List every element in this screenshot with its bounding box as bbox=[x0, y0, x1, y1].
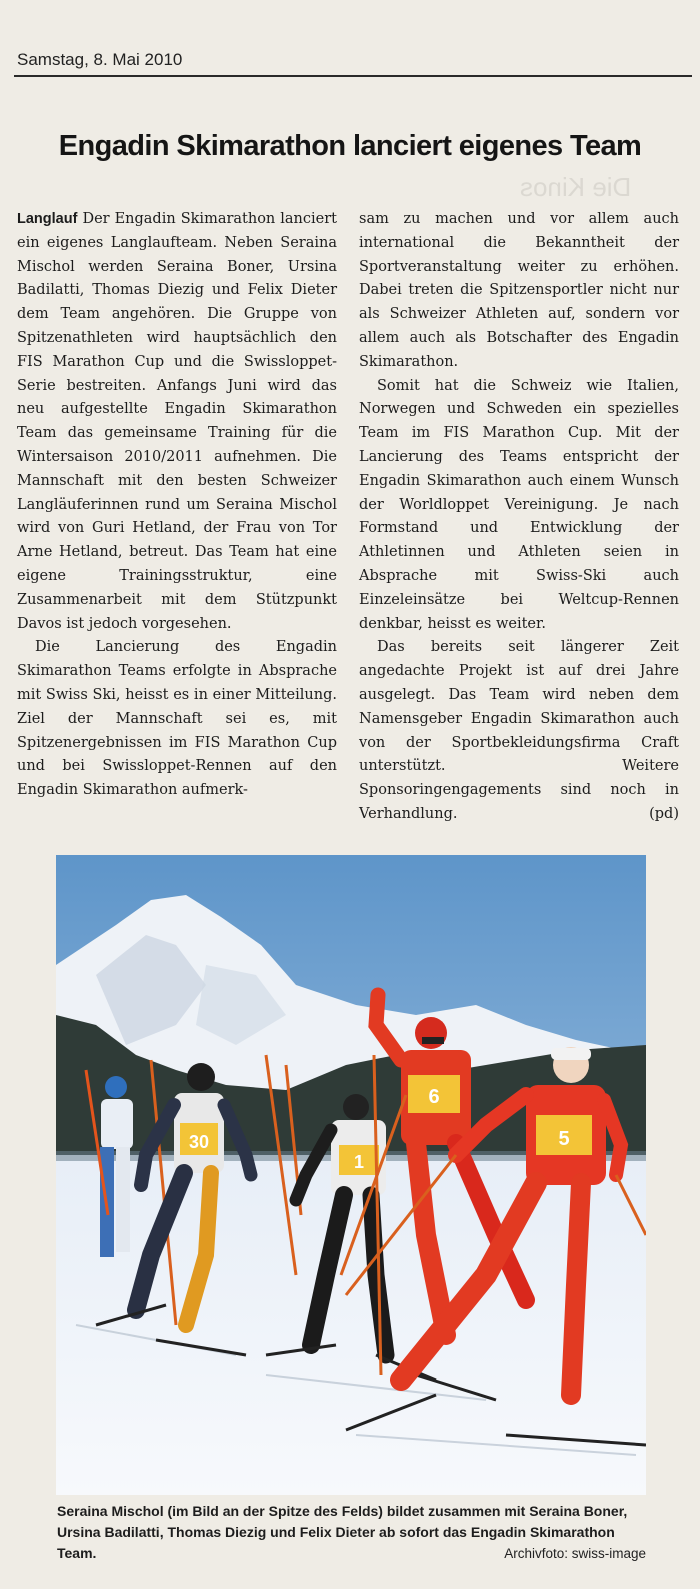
article-paragraph bbox=[359, 636, 679, 826]
bib-number: 30 bbox=[188, 1132, 210, 1152]
headline: Engadin Skimarathon lanciert eigenes Team bbox=[58, 130, 642, 162]
header-rule bbox=[14, 75, 692, 77]
bib-number: 6 bbox=[428, 1086, 440, 1108]
article-photo bbox=[56, 855, 646, 1495]
article-signature: (pd) bbox=[649, 805, 679, 822]
photo-credit: Archivfoto: swiss-image bbox=[504, 1546, 646, 1561]
article-paragraph: Die Lancierung des Engadin Skimarathon Teams erfolgte in Absprache mit Swiss Ski, heisst es in einer Mitteilung. Ziel der Mannschaft sei es, mit Spitzenergebnissen im FIS Marathon Cup und bei Swissloppet-Rennen auf den Engadin Skimarathon aufmerk- bbox=[17, 639, 337, 799]
bleed-through-text: Die Kinos bbox=[520, 172, 632, 202]
article-text: Der Engadin Skimarathon lanciert ein eigenes Langlaufteam. Neben Seraina Mischol werden Seraina Boner, Ursina Badilatti, Thomas Diezig und Felix Dieter dem Team angehören. Die Gruppe von Spitzenathleten wird hauptsächlich den FIS Marathon Cup und die Swissloppet-Serie bestreiten. Anfangs Juni wird das neu aufgestellte Engadin Skimarathon Team das gemeinsame Training für die Wintersaison 2010/2011 aufnehmen. Die Mannschaft mit den besten Schweizer Langläuferinnen rund um Seraina Mischol wird von Guri Hetland, der Frau von Tor Arne Hetland, betreut. Das Team hat eine eigene Trainingsstruktur, eine Zusammenarbeit mit dem Stützpunkt Davos ist jedoch vorgesehen. bbox=[17, 211, 337, 632]
article-paragraph: Somit hat die Schweiz wie Italien, Norwegen und Schweden ein spezielles Team im FIS Marathon Cup. Mit der Lancierung des Teams entspricht der Engadin Skimarathon auch einem Wunsch der Worldloppet Vereinigung. Je nach Formstand und Entwicklung der Athletinnen und Athleten seien in Absprache mit Swiss-Ski auch Einzeleinsätze bei Weltcup-Rennen denkbar, heisst es weiter. bbox=[359, 377, 679, 632]
article-paragraph: sam zu machen und vor allem auch international die Bekanntheit der Sportveranstaltung weiter zu erhöhen. Dabei treten die Spitzensportler nicht nur als Schweizer Athleten auf, sondern vor allem auch als Botschafter des Engadin Skimarathon. bbox=[359, 211, 679, 370]
bib-number: 5 bbox=[558, 1128, 570, 1150]
dateline: Samstag, 8. Mai 2010 bbox=[17, 50, 183, 69]
bib-number: 1 bbox=[353, 1152, 365, 1172]
article-kicker: Langlauf bbox=[17, 211, 78, 227]
article-column-left bbox=[17, 208, 337, 803]
article-column-right bbox=[359, 208, 679, 827]
photo-caption: Seraina Mischol (im Bild an der Spitze des Felds) bildet zusammen mit Seraina Boner, Ursina Badilatti, Thomas Diezig und Felix Dieter ab sofort das Engadin Skimarathon Team. bbox=[57, 1503, 628, 1561]
article-text: Das bereits seit längerer Zeit angedachte Projekt ist auf drei Jahre ausgelegt. Das Team wird neben dem Namensgeber Engadin Skimarathon auch von der Sportbekleidungsfirma Craft unterstützt. Weitere Sponsoringengagements sind noch in Verhandlung. bbox=[359, 639, 679, 822]
article-paragraph bbox=[17, 208, 337, 636]
photo-snowfield bbox=[56, 1155, 646, 1495]
